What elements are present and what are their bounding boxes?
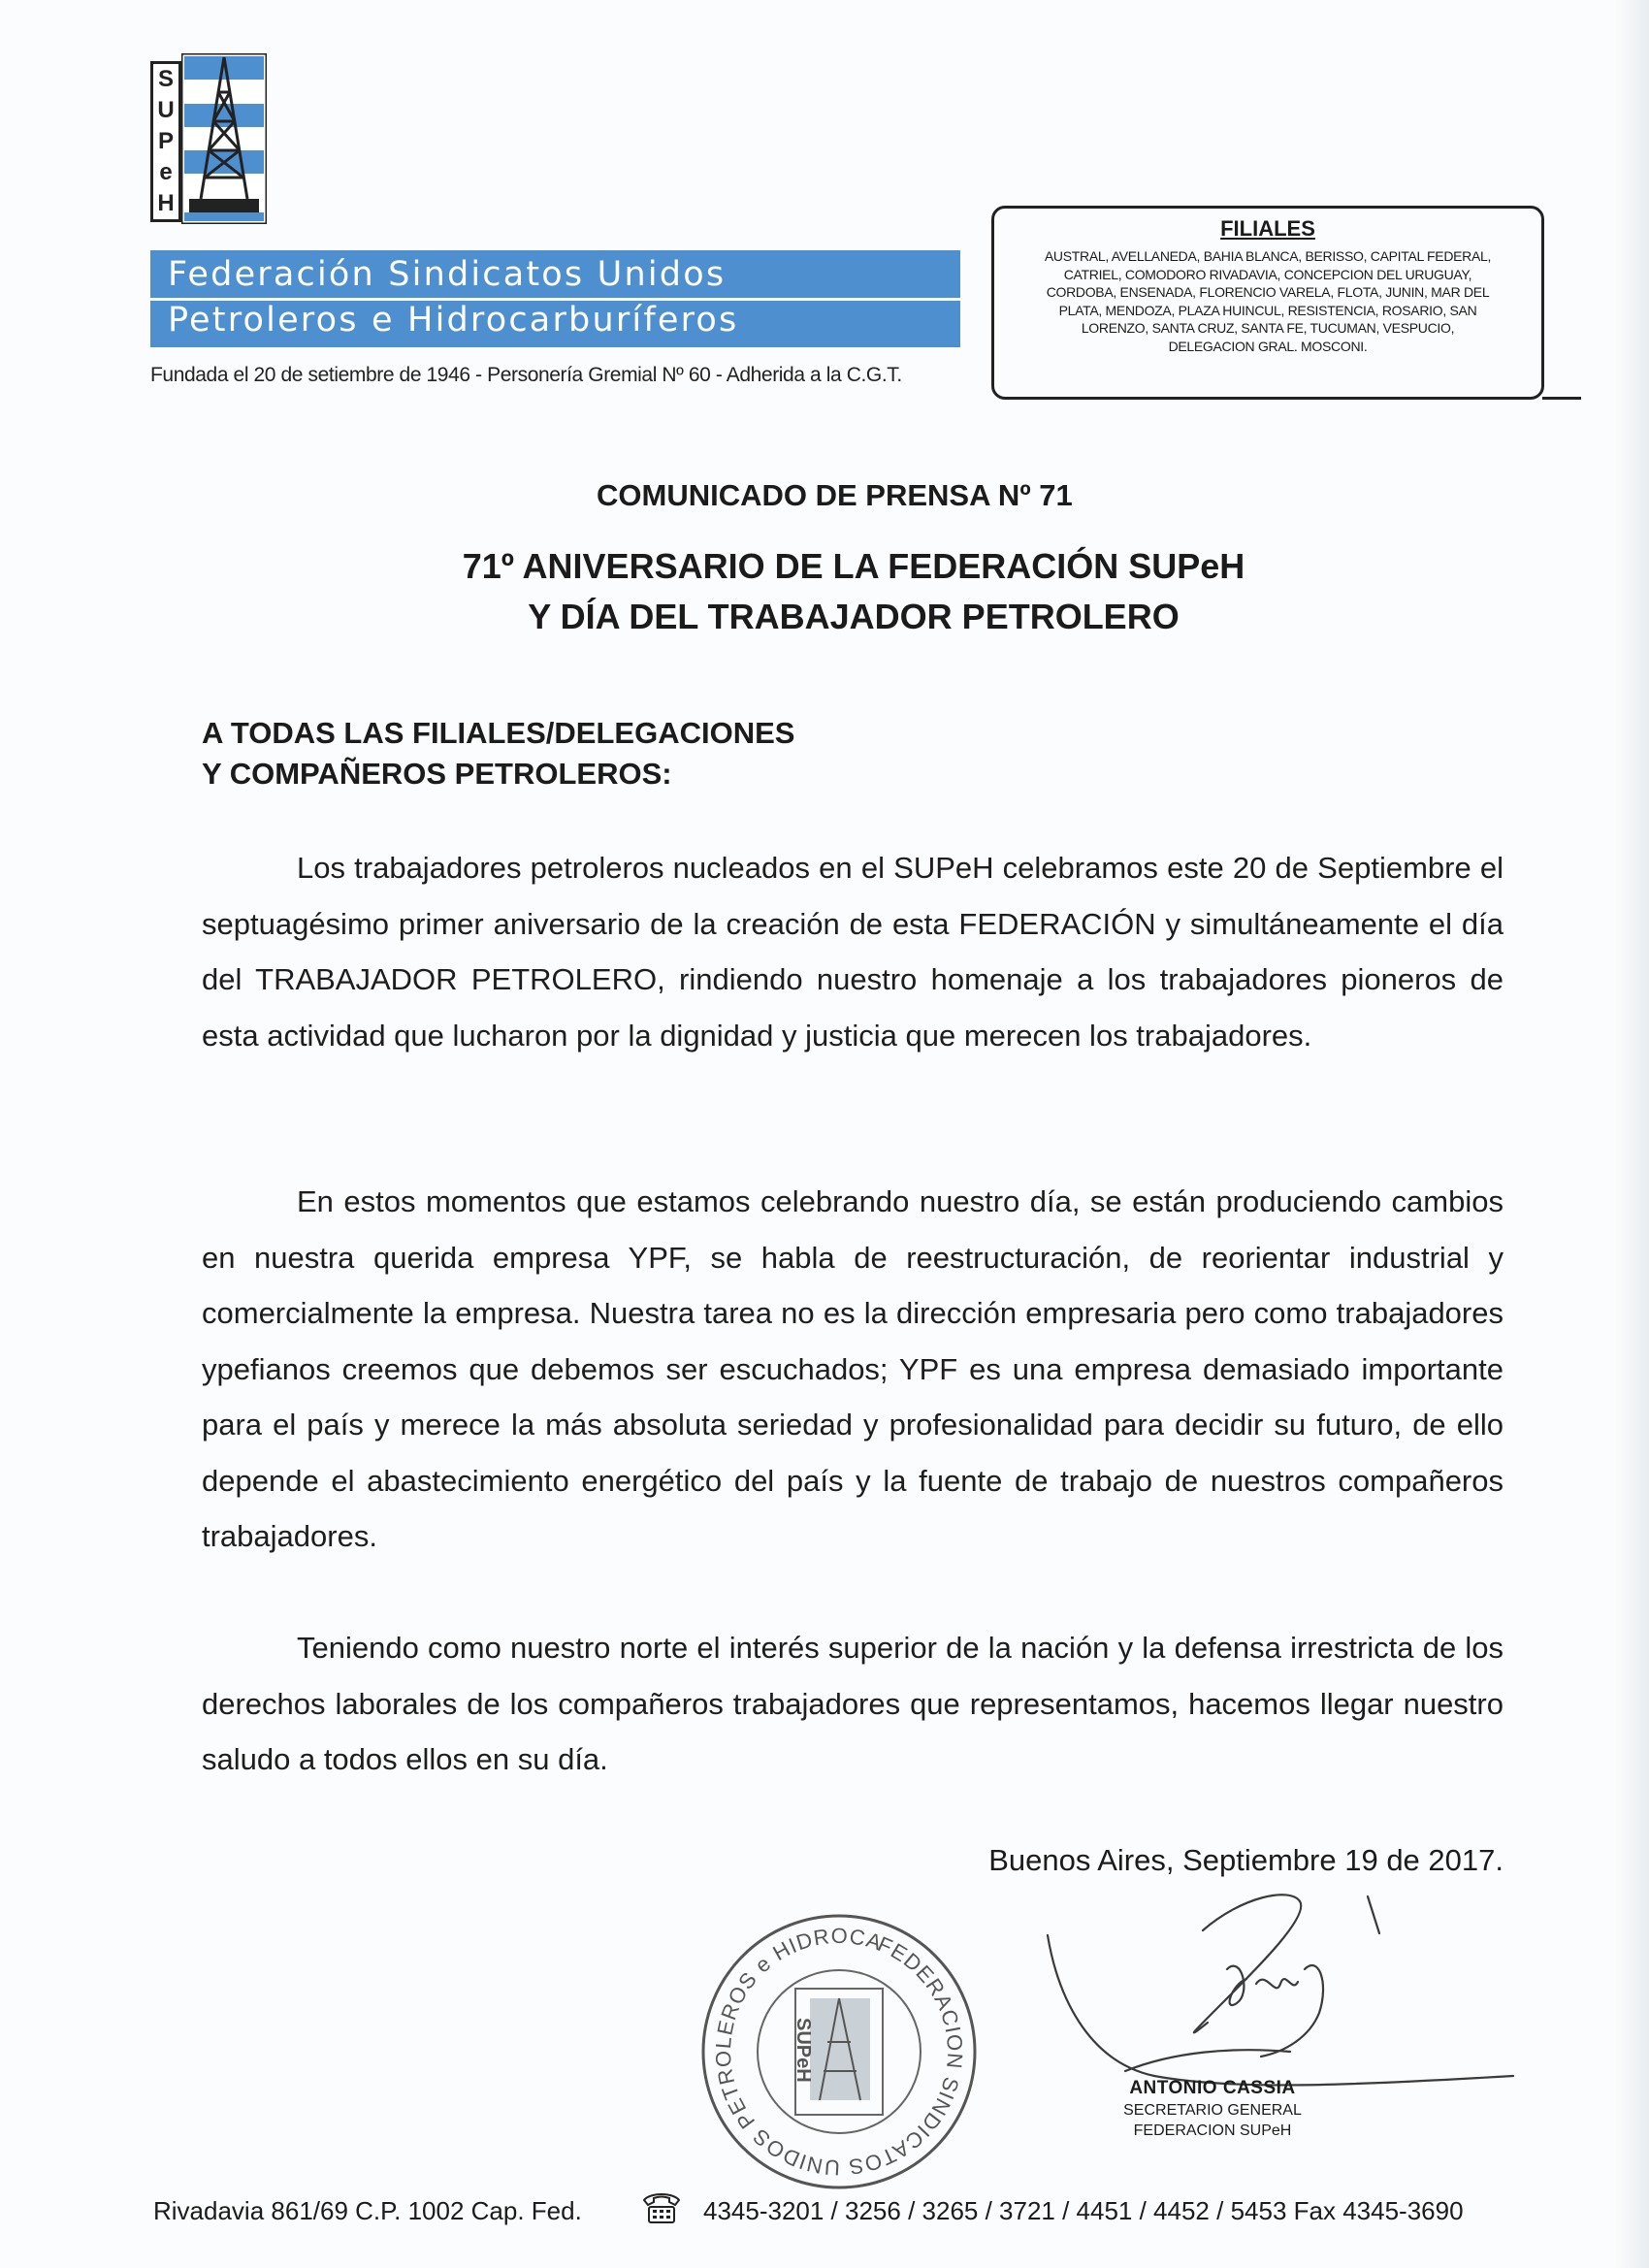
addressee-line-1: A TODAS LAS FILIALES/DELEGACIONES (202, 716, 795, 750)
seal-ring-text: FEDERACION SINDICATOS UNIDOS PETROLEROS e HIDROCARBURIFEROS (710, 1923, 968, 2181)
communique-number: COMUNICADO DE PRENSA Nº 71 (597, 478, 1073, 512)
footer-address: Rivadavia 861/69 C.P. 1002 Cap. Fed. (153, 2196, 582, 2225)
filiales-list: AUSTRAL, AVELLANEDA, BAHIA BLANCA, BERISSO, CAPITAL FEDERAL, CATRIEL, COMODORO RIVADAVIA, CONCEPCION DEL URUGUAY, CORDOBA, ENSENADA, FLORENCIO VARELA, FLOTA, JUNIN, MAR DEL PLATA, MENDOZA, PLAZA HUINCUL, RESISTENCIA, ROSARIO, SAN LORENZO, SANTA CRUZ, SANTA FE, TUCUMAN, VESPUCIO, DELEGACION GRAL. MOSCONI. (1044, 248, 1492, 354)
oil-derrick-icon (181, 53, 267, 224)
logo-letter: e (159, 159, 173, 185)
filiales-box-tail (1542, 397, 1581, 400)
body-paragraph: Los trabajadores petroleros nucleados en el SUPeH celebramos este 20 de Septiembre el septuagésimo primer aniversario de la creación de esta FEDERACIÓN y simultáneamente el día del TRABAJADOR PETROLERO, rindiendo nuestro homenaje a los trabajadores pioneros de esta actividad que lucharon por la dignidad y justicia que merecen los trabajadores. (202, 851, 1504, 1053)
telephone-icon (640, 2190, 683, 2225)
page-edge-shadow (1614, 0, 1649, 2268)
filiales-title: FILIALES (1220, 216, 1315, 241)
logo-letter: S (157, 66, 174, 92)
signer-organization: FEDERACION SUPeH (1133, 2122, 1292, 2139)
addressee-line-2: Y COMPAÑEROS PETROLEROS: (202, 757, 672, 791)
filiales-box (991, 206, 1544, 400)
signer-role: SECRETARIO GENERAL (1123, 2102, 1302, 2119)
logo-letter: U (157, 97, 175, 123)
founded-line: Fundada el 20 de setiembre de 1946 - Personería Gremial Nº 60 - Adherida a la C.G.T. (150, 364, 902, 386)
logo-letters (150, 61, 181, 222)
banner-line-1: Federación Sindicatos Unidos (168, 255, 727, 294)
logo-letter: P (157, 128, 174, 154)
seal-center-text: SUPeH (792, 2018, 814, 2083)
title-line-2: Y DÍA DEL TRABAJADOR PETROLERO (528, 597, 1180, 636)
body-paragraph: Teniendo como nuestro norte el interés superior de la nación y la defensa irrestricta de los derechos laborales de los compañeros trabajadores que representamos, hacemos llegar nuestro saludo a todos ellos en su día. (202, 1631, 1504, 1776)
signer-name: ANTONIO CASSIA (1129, 2078, 1296, 2098)
supeh-logo (150, 53, 267, 226)
logo-letter: H (157, 190, 175, 216)
footer-phones: 4345-3201 / 3256 / 3265 / 3721 / 4451 / 4452 / 5453 Fax 4345-3690 (703, 2196, 1464, 2225)
place-date: Buenos Aires, Septiembre 19 de 2017. (988, 1843, 1504, 1877)
federation-seal-stamp (694, 1906, 985, 2197)
federation-banner (150, 250, 960, 347)
banner-line-2: Petroleros e Hidrocarburíferos (168, 301, 739, 340)
body-paragraph: En estos momentos que estamos celebrando nuestro día, se están produciendo cambios en nuestra querida empresa YPF, se habla de reestructuración, de reorientar industrial y comercialmente la empresa. Nuestra tarea no es la dirección empresaria pero como trabajadores ypefianos creemos que debemos ser escuchados; YPF es una empresa demasiado importante para el país y merece la más absoluta seriedad y profesionalidad para decidir su futuro, de ello depende el abastecimiento energético del país y la fuente de trabajo de nuestros compañeros trabajadores. (202, 1184, 1504, 1553)
title-line-1: 71º ANIVERSARIO DE LA FEDERACIÓN SUPeH (462, 546, 1245, 586)
